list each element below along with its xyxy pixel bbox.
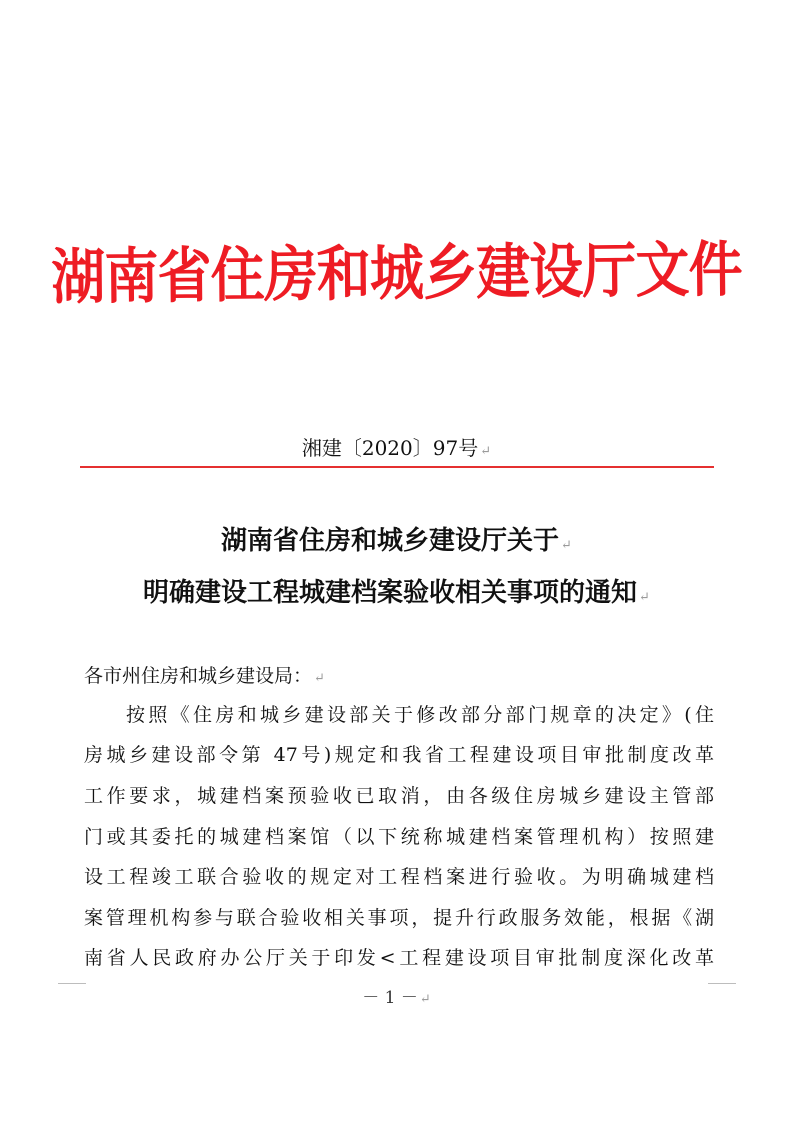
body-line: 设工程竣工联合验收的规定对工程档案进行验收。为明确城建档: [84, 866, 714, 888]
body-line: 按照《住房和城乡建设部关于修改部分部门规章的决定》(住: [126, 704, 714, 726]
paragraph-mark-icon: ↵: [314, 671, 325, 686]
main-title-line-2-text: 明确建设工程城建档案验收相关事项的通知: [143, 578, 638, 608]
footer-margin-line-right: [708, 983, 736, 984]
main-title-line-2: [0, 574, 793, 617]
body-line: 工作要求，城建档案预验收已取消，由各级住房城乡建设主管部: [84, 785, 714, 807]
body-line: 房城乡建设部令第 47号)规定和我省工程建设项目审批制度改革: [84, 744, 714, 766]
footer-margin-line-left: [58, 983, 86, 984]
body-line: 门或其委托的城建档案馆（以下统称城建档案管理机构）按照建: [84, 826, 714, 848]
paragraph-mark-icon: ↵: [480, 444, 492, 459]
document-number: [0, 433, 793, 467]
paragraph-mark-icon: ↵: [561, 538, 572, 553]
salutation-text: 各市州住房和城乡建设局：: [84, 665, 313, 687]
paragraph-mark-icon: ↵: [639, 590, 650, 605]
header-red-rule: [80, 466, 714, 468]
main-title-line-1-text: 湖南省住房和城乡建设厅关于: [221, 526, 560, 556]
body-line: 案管理机构参与联合验收相关事项，提升行政服务效能，根据《湖: [84, 907, 714, 929]
document-number-text: 湘建〔2020〕97号: [301, 436, 479, 460]
page-number-text: － 1 －: [362, 988, 418, 1008]
paragraph-mark-icon: ↵: [419, 992, 431, 1007]
salutation: [84, 661, 325, 694]
main-title-line-1: [0, 522, 793, 565]
header-title: 湖南省住房和城乡建设厅文件: [51, 234, 742, 314]
page-number: [0, 986, 793, 1012]
body-line: 南省人民政府办公厅关于印发<工程建设项目审批制度深化改革: [84, 947, 714, 969]
